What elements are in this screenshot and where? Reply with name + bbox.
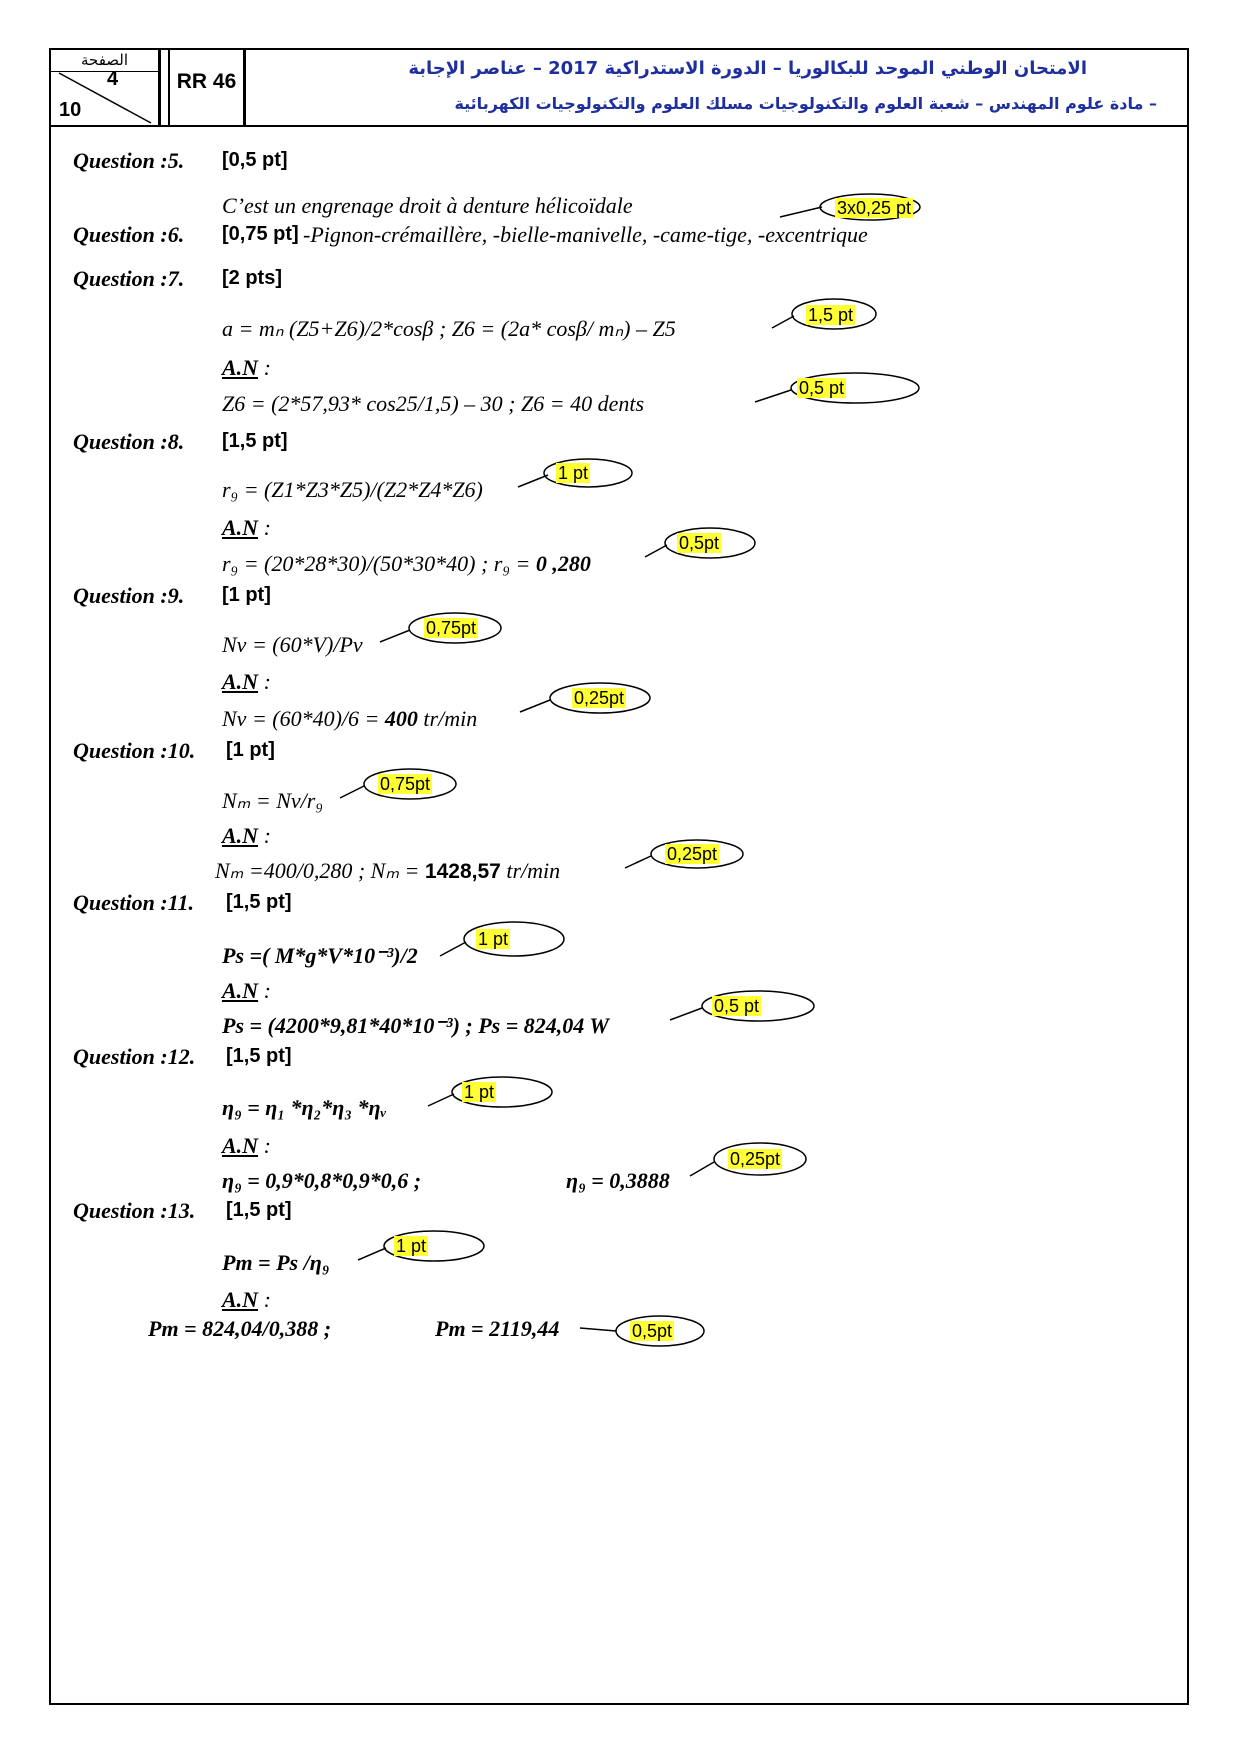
q12-application-result: η₉ = 0,3888: [566, 1168, 670, 1193]
q9-badge2-text: 0,25pt: [574, 688, 625, 708]
q7-points: [2 pts]: [222, 267, 282, 289]
q6-answer: -Pignon-crémaillère, -bielle-manivelle, -came-tige, -excentrique: [303, 222, 868, 247]
q10-points: [1 pt]: [226, 739, 275, 761]
q11-label: Question :11.: [73, 890, 195, 915]
q12-badge2-text: 0,25pt: [730, 1149, 781, 1169]
q9-label: Question :9.: [73, 583, 185, 608]
page-label: الصفحة: [80, 51, 129, 69]
q11-formula: Ps =( M*g*V*10⁻³)/2: [222, 943, 418, 968]
q11-badge2-text: 0,5 pt: [714, 996, 760, 1016]
exam-title-line1: الامتحان الوطني الموحد للبكالوريا – الدورة الاستدراكية 2017 – عناصر الإجابة: [408, 58, 1087, 79]
q13-application-result: Pm = 2119,44: [435, 1316, 560, 1341]
q13-points: [1,5 pt]: [226, 1199, 292, 1221]
q8-badge2-text: 0,5pt: [679, 533, 720, 553]
q11-badge1-text: 1 pt: [478, 929, 509, 949]
page-number: 4: [107, 68, 119, 90]
q9-application: [222, 706, 477, 732]
q10-an-result: 1428,57: [424, 860, 501, 883]
q9-points: [1 pt]: [222, 584, 271, 606]
q13-label: Question :13.: [73, 1198, 196, 1223]
q5-label: Question :5.: [73, 148, 185, 173]
q8-an-label: A.N :: [222, 515, 271, 540]
q13-badge1-text: 1 pt: [396, 1236, 427, 1256]
q9-formula: Nv = (60*V)/Pv: [222, 632, 363, 657]
q9-an-result: 400: [384, 706, 418, 731]
exam-header: [49, 48, 1189, 127]
q12-an-label: A.N :: [222, 1133, 271, 1158]
q5-badge-text: 3x0,25 pt: [837, 198, 912, 218]
q7-badge1-text: 1,5 pt: [808, 305, 854, 325]
q10-formula: Nₘ = Nv/r₉: [222, 788, 323, 813]
q8-an-expr: r₉ = (20*28*30)/(50*30*40) ; r₉ =: [222, 551, 536, 576]
q8-application: [222, 551, 591, 577]
q10-label: Question :10.: [73, 738, 196, 763]
q8-an-result: 0 ,280: [535, 551, 591, 576]
q13-formula: Pm = Ps /η₉: [222, 1250, 330, 1275]
page-total: 10: [59, 99, 82, 121]
q13-application-expr: Pm = 824,04/0,388 ;: [148, 1316, 332, 1341]
q11-points: [1,5 pt]: [226, 891, 292, 913]
q8-points: [1,5 pt]: [222, 430, 288, 452]
exam-title: [247, 50, 1187, 125]
q7-label: Question :7.: [73, 266, 185, 291]
q11-application: Ps = (4200*9,81*40*10⁻³) ; Ps = 824,04 W: [222, 1013, 609, 1038]
q11-an-label: A.N :: [222, 978, 271, 1003]
q7-application: Z6 = (2*57,93* cos25/1,5) – 30 ; Z6 = 40 dents: [222, 391, 645, 416]
q10-badge2-text: 0,25pt: [667, 844, 718, 864]
q12-application-expr: η₉ = 0,9*0,8*0,9*0,6 ;: [222, 1168, 422, 1193]
q10-application: [215, 858, 560, 884]
q7-an-label: A.N :: [222, 355, 271, 380]
page-number-box: [51, 50, 161, 125]
q10-an-label: A.N :: [222, 823, 271, 848]
q9-an-expr: Nv = (60*40)/6 =: [222, 706, 385, 731]
q10-an-expr: Nₘ =400/0,280 ; Nₘ =: [215, 858, 425, 883]
q8-label: Question :8.: [73, 429, 185, 454]
q5-answer: C’est un engrenage droit à denture hélicoïdale: [222, 193, 633, 218]
q10-badge1-text: 0,75pt: [380, 774, 431, 794]
q6-label: Question :6.: [73, 222, 185, 247]
q10-an-unit: tr/min: [500, 858, 561, 883]
q9-badge1-text: 0,75pt: [426, 618, 477, 638]
q7-badge2-text: 0,5 pt: [799, 378, 845, 398]
q12-points: [1,5 pt]: [226, 1045, 292, 1067]
q5-points: [0,5 pt]: [222, 149, 288, 171]
exam-title-line2: – مادة علوم المهندس – شعبة العلوم والتكنولوجيات مسلك العلوم والتكنولوجيات الكهربائية: [454, 94, 1157, 113]
exam-code: RR 46: [168, 50, 246, 125]
q12-label: Question :12.: [73, 1044, 196, 1069]
q13-an-label: A.N :: [222, 1287, 271, 1312]
q7-formula: a = mₙ (Z5+Z6)/2*cosβ ; Z6 = (2a* cosβ/ mₙ) – Z5: [222, 316, 676, 341]
q12-badge1-text: 1 pt: [464, 1082, 495, 1102]
q9-an-unit: tr/min: [417, 706, 478, 731]
q9-an-label: A.N :: [222, 669, 271, 694]
q12-formula: η₉ = η₁ *η₂*η₃ *ηᵥ: [222, 1095, 387, 1120]
q6-points: [0,75 pt]: [222, 223, 299, 245]
q8-badge1-text: 1 pt: [558, 463, 589, 483]
q13-badge2-text: 0,5pt: [632, 1321, 673, 1341]
q8-formula: r₉ = (Z1*Z3*Z5)/(Z2*Z4*Z6): [222, 477, 483, 502]
